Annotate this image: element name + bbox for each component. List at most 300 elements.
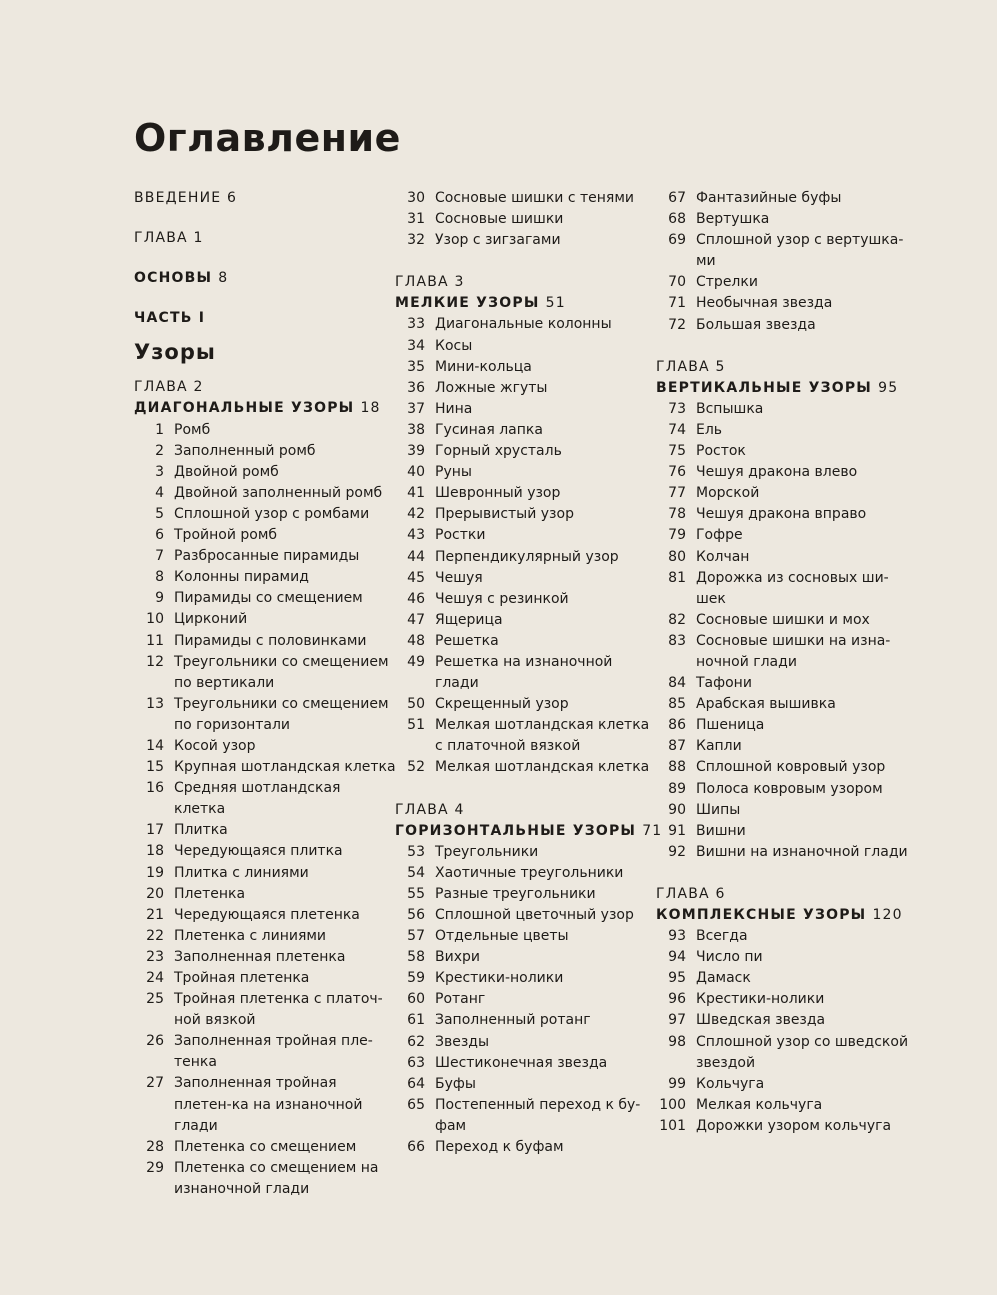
toc-item-number: 32 [407, 232, 425, 249]
toc-item-title: Всегда [696, 928, 748, 945]
toc-item-number: 97 [668, 1012, 686, 1029]
chapter-1-entry[interactable] [134, 268, 396, 289]
toc-item-number: 75 [668, 443, 686, 460]
toc-item-number: 60 [407, 991, 425, 1008]
toc-item[interactable] [656, 504, 918, 525]
toc-item-number: 93 [668, 928, 686, 945]
toc-item[interactable] [395, 230, 657, 251]
toc-item-number: 59 [407, 970, 425, 987]
chapter-4-entry[interactable] [395, 821, 663, 842]
chapter-3-page: 51 [545, 295, 566, 312]
toc-item-number: 5 [155, 505, 164, 522]
toc-item-title: Заполненный ромб [174, 442, 316, 459]
toc-item-number: 91 [668, 822, 686, 839]
toc-item-number: 36 [407, 379, 425, 396]
toc-item-title: Необычная звезда [696, 295, 833, 312]
toc-item[interactable] [656, 293, 918, 314]
toc-item-title: Гусиная лапка [435, 421, 543, 438]
toc-item[interactable] [134, 420, 396, 441]
toc-item[interactable] [395, 420, 657, 441]
toc-item-title: Мелкая кольчуга [696, 1096, 823, 1113]
toc-item[interactable] [395, 378, 657, 399]
toc-item[interactable] [656, 483, 918, 504]
chapter-6-entry[interactable] [656, 905, 918, 926]
toc-item-number: 44 [407, 548, 425, 565]
toc-item[interactable] [134, 1031, 396, 1073]
toc-item-title: Кольчуга [696, 1075, 765, 1092]
toc-item-number: 88 [668, 759, 686, 776]
toc-item-title: Отдельные цветы [435, 928, 569, 945]
toc-item[interactable] [656, 715, 918, 736]
toc-item-title: Треугольники со смещением по вертикали [174, 653, 389, 691]
toc-item-number: 30 [407, 190, 425, 206]
toc-item[interactable] [134, 778, 396, 820]
toc-item[interactable] [395, 399, 657, 420]
toc-item-title: Шипы [696, 801, 741, 818]
toc-item-number: 67 [668, 190, 686, 206]
toc-item[interactable] [134, 736, 396, 757]
toc-item[interactable] [395, 1053, 657, 1074]
chapter-1-page: 8 [218, 270, 229, 287]
toc-item[interactable] [656, 757, 918, 778]
toc-item-number: 84 [668, 675, 686, 692]
toc-item[interactable] [134, 609, 396, 630]
toc-item-title: Плитка с линиями [174, 864, 309, 881]
chapter-5-label: ГЛАВА 5 [656, 358, 726, 375]
toc-item[interactable] [395, 715, 657, 757]
toc-item-title: Сосновые шишки на изна-ночной глади [696, 632, 891, 670]
toc-item[interactable] [656, 525, 918, 546]
chapter-2-list [134, 420, 396, 1200]
toc-item-number: 74 [668, 421, 686, 438]
toc-column-1 [134, 188, 396, 1200]
chapter-4-label: ГЛАВА 4 [395, 801, 465, 818]
toc-item-number: 26 [146, 1033, 164, 1050]
toc-item-title: Ложные жгуты [435, 379, 548, 396]
toc-item-title: Дорожка из сосновых ши-шек [696, 569, 889, 607]
toc-item[interactable] [134, 567, 396, 588]
toc-item[interactable] [656, 610, 918, 631]
toc-item[interactable] [395, 842, 657, 863]
toc-item-number: 73 [668, 400, 686, 417]
toc-item-title: Арабская вышивка [696, 696, 836, 713]
toc-item[interactable] [134, 462, 396, 483]
toc-item-number: 37 [407, 400, 425, 417]
toc-item-number: 20 [146, 885, 164, 902]
toc-item-number: 54 [407, 864, 425, 881]
toc-item-title: Косой узор [174, 737, 256, 754]
toc-item-number: 70 [668, 274, 686, 291]
toc-item-title: Узор с зигзагами [435, 232, 561, 249]
toc-item-number: 45 [407, 569, 425, 586]
toc-item-number: 82 [668, 611, 686, 628]
toc-item-title: Вертушка [696, 211, 770, 228]
toc-item-title: Ромб [174, 421, 211, 438]
toc-item-title: Дорожки узором кольчуга [696, 1117, 892, 1134]
toc-item-number: 69 [668, 232, 686, 249]
toc-item-number: 46 [407, 590, 425, 607]
chapter-1-label: ГЛАВА 1 [134, 230, 204, 247]
toc-item-title: Плетенка со смещением на изнаночной глади [174, 1159, 379, 1197]
toc-item[interactable] [134, 441, 396, 462]
toc-item-title: Разные треугольники [435, 885, 596, 902]
toc-item[interactable] [134, 1137, 396, 1158]
chapter-6-name: КОМПЛЕКСНЫЕ УЗОРЫ [656, 907, 867, 923]
chapter-3-name: МЕЛКИЕ УЗОРЫ [395, 295, 540, 312]
toc-item-title: Заполненная тройная пле-тенка [174, 1033, 373, 1071]
toc-item-number: 7 [155, 548, 164, 565]
toc-item[interactable] [395, 1010, 657, 1031]
toc-item[interactable] [395, 525, 657, 546]
toc-item[interactable] [134, 631, 396, 652]
toc-item-title: Чешуя дракона вправо [696, 506, 867, 523]
chapter-4-name: ГОРИЗОНТАЛЬНЫЕ УЗОРЫ [395, 822, 637, 839]
toc-item-number: 41 [407, 485, 425, 502]
toc-item[interactable] [134, 968, 396, 989]
chapter-4-list-continued [656, 188, 918, 336]
toc-item[interactable] [134, 926, 396, 947]
toc-item-number: 24 [146, 970, 164, 986]
toc-item[interactable] [395, 462, 657, 483]
toc-item-title: Большая звезда [696, 316, 816, 333]
toc-item-title: Руны [435, 464, 472, 481]
toc-item-title: Чешуя [435, 569, 483, 586]
toc-item-title: Вспышка [696, 400, 764, 417]
toc-item-title: Пирамиды со смещением [174, 590, 363, 607]
toc-item-number: 35 [407, 358, 425, 375]
toc-item-number: 28 [146, 1138, 164, 1155]
toc-item[interactable] [656, 1032, 918, 1074]
toc-item-title: Чешуя дракона влево [696, 464, 858, 481]
toc-item-title: Сосновые шишки с тенями [435, 190, 635, 206]
toc-item[interactable] [656, 736, 918, 757]
toc-item[interactable] [395, 926, 657, 947]
intro-label: ВВЕДЕНИЕ [134, 190, 222, 206]
toc-item-title: Диагональные колонны [435, 316, 612, 333]
toc-item[interactable] [395, 989, 657, 1010]
toc-item[interactable] [656, 420, 918, 441]
toc-item[interactable] [656, 568, 918, 610]
toc-item-number: 92 [668, 843, 686, 860]
toc-item-number: 21 [146, 906, 164, 923]
toc-item[interactable] [656, 1116, 918, 1137]
toc-item[interactable] [134, 841, 396, 862]
toc-item-number: 89 [668, 780, 686, 797]
toc-item[interactable] [134, 1158, 396, 1200]
toc-item-title: Цирконий [174, 611, 248, 628]
toc-item[interactable] [395, 1032, 657, 1053]
toc-item-title: Чередующаяся плетенка [174, 906, 360, 923]
toc-item-number: 99 [668, 1075, 686, 1092]
toc-item[interactable] [395, 1095, 657, 1137]
toc-item[interactable] [395, 652, 657, 694]
toc-item[interactable] [395, 568, 657, 589]
toc-item[interactable] [395, 905, 657, 926]
toc-item[interactable] [395, 188, 657, 209]
toc-item-title: Пшеница [696, 717, 765, 734]
toc-item[interactable] [656, 1095, 918, 1116]
toc-item[interactable] [656, 315, 918, 336]
toc-item-title: Вишни на изнаночной глади [696, 843, 908, 860]
toc-item[interactable] [134, 504, 396, 525]
toc-item[interactable] [395, 610, 657, 631]
toc-item-number: 62 [407, 1033, 425, 1050]
toc-item[interactable] [656, 842, 918, 863]
toc-item-number: 96 [668, 991, 686, 1008]
toc-item-number: 68 [668, 211, 686, 228]
toc-item[interactable] [656, 926, 918, 947]
toc-item-title: Двойной ромб [174, 463, 279, 480]
toc-item-number: 10 [146, 611, 164, 628]
intro-page: 6 [226, 190, 238, 206]
toc-column-2 [395, 188, 663, 1158]
toc-item[interactable] [656, 188, 918, 209]
toc-item[interactable] [134, 905, 396, 926]
toc-item-number: 79 [668, 527, 686, 544]
toc-item[interactable] [656, 989, 918, 1010]
toc-item-number: 72 [668, 316, 686, 333]
toc-item-title: Ротанг [435, 991, 486, 1008]
toc-item-number: 27 [146, 1075, 164, 1092]
chapter-2-label: ГЛАВА 2 [134, 379, 204, 396]
toc-item-title: Переход к буфам [435, 1139, 564, 1156]
toc-item-number: 34 [407, 337, 425, 354]
toc-item-title: Тройная плетенка [174, 970, 310, 986]
toc-item[interactable] [395, 314, 657, 335]
toc-item-title: Сплошной ковровый узор [696, 759, 886, 776]
toc-item-title: Нина [435, 400, 473, 417]
chapter-1-name: ОСНОВЫ [134, 270, 213, 287]
toc-item-title: Пирамиды с половинками [174, 632, 367, 649]
toc-item[interactable] [134, 546, 396, 567]
toc-item-number: 90 [668, 801, 686, 818]
toc-item[interactable] [134, 820, 396, 841]
chapter-6-list [656, 926, 918, 1137]
page-title: Оглавление [134, 116, 401, 160]
toc-item[interactable] [395, 947, 657, 968]
toc-item-number: 101 [659, 1117, 686, 1134]
toc-item[interactable] [395, 504, 657, 525]
toc-item-title: Стрелки [696, 274, 758, 291]
toc-item[interactable] [395, 209, 657, 230]
toc-item-title: Колонны пирамид [174, 569, 309, 586]
toc-item-title: Вишни [696, 822, 746, 839]
toc-item-title: Сплошной узор со шведской звездой [696, 1033, 909, 1071]
toc-item-number: 63 [407, 1054, 425, 1071]
toc-item-title: Вихри [435, 949, 480, 966]
toc-item-number: 39 [407, 443, 425, 460]
toc-item-title: Треугольники [435, 843, 539, 860]
chapter-2-entry[interactable] [134, 398, 396, 419]
toc-item[interactable] [395, 483, 657, 504]
toc-item-title: Фантазийные буфы [696, 190, 842, 206]
toc-item[interactable] [656, 1074, 918, 1095]
toc-item-number: 55 [407, 885, 425, 902]
toc-item-title: Крупная шотландская клетка [174, 759, 396, 776]
toc-item[interactable] [395, 547, 657, 568]
toc-item[interactable] [395, 863, 657, 884]
toc-item-number: 56 [407, 907, 425, 923]
toc-item[interactable] [395, 1074, 657, 1095]
toc-item[interactable] [395, 589, 657, 610]
toc-item-title: Сплошной узор с вертушка-ми [696, 232, 904, 270]
toc-item[interactable] [395, 884, 657, 905]
toc-item-number: 19 [146, 864, 164, 881]
toc-item-title: Шевронный узор [435, 485, 561, 502]
toc-item[interactable] [656, 462, 918, 483]
toc-item[interactable] [395, 441, 657, 462]
chapter-5-list [656, 399, 918, 863]
toc-item[interactable] [656, 673, 918, 694]
toc-item-number: 95 [668, 970, 686, 987]
toc-item[interactable] [656, 800, 918, 821]
toc-column-3 [656, 188, 918, 1137]
toc-item-number: 83 [668, 632, 686, 649]
toc-item[interactable] [656, 631, 918, 673]
toc-item-title: Полоса ковровым узором [696, 780, 883, 797]
toc-item[interactable] [395, 968, 657, 989]
toc-item-title: Шведская звезда [696, 1012, 826, 1029]
toc-item-title: Ростки [435, 527, 486, 544]
chapter-3-list [395, 314, 657, 778]
chapter-5-entry[interactable] [656, 378, 918, 399]
toc-item-title: Дамаск [696, 970, 751, 987]
toc-item-number: 61 [407, 1012, 425, 1029]
toc-item-number: 52 [407, 759, 425, 776]
toc-item-title: Мини-кольца [435, 358, 532, 375]
chapter-6-label: ГЛАВА 6 [656, 885, 726, 902]
chapter-4-page: 71 [642, 822, 663, 839]
toc-item[interactable] [134, 525, 396, 546]
toc-item[interactable] [395, 757, 657, 778]
toc-item[interactable] [395, 694, 657, 715]
toc-item-title: Крестики-нолики [435, 970, 564, 987]
toc-item[interactable] [134, 989, 396, 1031]
toc-item-title: Морской [696, 485, 760, 502]
toc-item-number: 14 [146, 737, 164, 754]
toc-item-title: Заполненная тройная плетен-ка на изнаночной глади [174, 1075, 363, 1134]
toc-item-number: 77 [668, 485, 686, 502]
toc-item-title: Крестики-нолики [696, 991, 825, 1008]
toc-item-title: Сплошной цветочный узор [435, 907, 634, 923]
chapter-5-page: 95 [878, 379, 899, 396]
toc-item-title: Постепенный переход к бу-фам [435, 1096, 641, 1134]
chapter-3-label: ГЛАВА 3 [395, 274, 465, 291]
toc-item-number: 48 [407, 632, 425, 649]
toc-item-title: Хаотичные треугольники [435, 864, 624, 881]
toc-item-number: 23 [146, 948, 164, 965]
toc-item-title: Плетенка [174, 885, 246, 902]
toc-item[interactable] [134, 884, 396, 905]
toc-item[interactable] [134, 694, 396, 736]
toc-item-number: 3 [155, 463, 164, 480]
toc-item-title: Горный хрусталь [435, 443, 562, 460]
toc-item-title: Чешуя с резинкой [435, 590, 569, 607]
toc-item-number: 78 [668, 506, 686, 523]
toc-item[interactable] [656, 441, 918, 462]
toc-item[interactable] [134, 947, 396, 968]
toc-item[interactable] [656, 821, 918, 842]
chapter-2-name: ДИАГОНАЛЬНЫЕ УЗОРЫ [134, 400, 355, 417]
toc-item-title: Разбросанные пирамиды [174, 548, 360, 565]
toc-item-title: Мелкая шотландская клетка [435, 759, 650, 776]
toc-item[interactable] [656, 1010, 918, 1031]
toc-item-title: Плетенка со смещением [174, 1138, 357, 1155]
toc-item[interactable] [395, 336, 657, 357]
toc-item[interactable] [656, 694, 918, 715]
toc-item[interactable] [656, 547, 918, 568]
toc-item[interactable] [134, 1073, 396, 1136]
toc-item-title: Буфы [435, 1075, 476, 1092]
toc-item-title: Решетка [435, 632, 499, 649]
toc-item-number: 80 [668, 548, 686, 565]
toc-item-number: 15 [146, 759, 164, 776]
intro-entry[interactable] [134, 188, 396, 209]
toc-item-number: 100 [659, 1096, 686, 1113]
toc-item-number: 4 [155, 484, 164, 501]
part-1-label: ЧАСТЬ I [134, 310, 206, 327]
toc-item-number: 8 [155, 569, 164, 586]
toc-item-title: Мелкая шотландская клетка с платочной вязкой [435, 717, 650, 755]
toc-item-title: Заполненная плетенка [174, 948, 346, 965]
toc-item-title: Чередующаяся плитка [174, 843, 343, 860]
toc-item[interactable] [134, 863, 396, 884]
toc-item-title: Гофре [696, 527, 743, 544]
toc-item[interactable] [395, 1137, 657, 1158]
toc-item[interactable] [395, 357, 657, 378]
toc-item-number: 40 [407, 464, 425, 481]
toc-item-number: 66 [407, 1139, 425, 1156]
toc-item-title: Плитка [174, 822, 228, 839]
toc-item-title: Треугольники со смещением по горизонтали [174, 695, 389, 733]
toc-item[interactable] [134, 652, 396, 694]
toc-item[interactable] [656, 968, 918, 989]
toc-item-number: 17 [146, 822, 164, 839]
toc-item-title: Ель [696, 421, 723, 438]
toc-item[interactable] [134, 588, 396, 609]
toc-item-number: 25 [146, 991, 164, 1008]
toc-item-title: Двойной заполненный ромб [174, 484, 383, 501]
toc-item[interactable] [656, 272, 918, 293]
toc-item[interactable] [656, 209, 918, 230]
toc-item-title: Тройная плетенка с платоч-ной вязкой [174, 991, 383, 1029]
toc-item-number: 76 [668, 464, 686, 481]
toc-item-number: 31 [407, 211, 425, 228]
toc-item-title: Сосновые шишки [435, 211, 564, 228]
toc-item[interactable] [656, 779, 918, 800]
toc-item[interactable] [395, 631, 657, 652]
toc-item-number: 12 [146, 653, 164, 670]
toc-item-number: 94 [668, 949, 686, 966]
toc-item-title: Перпендикулярный узор [435, 548, 619, 565]
toc-item[interactable] [134, 483, 396, 504]
chapter-3-entry[interactable] [395, 293, 657, 314]
toc-item-number: 65 [407, 1096, 425, 1113]
toc-item-title: Звезды [435, 1033, 490, 1050]
toc-item-title: Заполненный ротанг [435, 1012, 591, 1029]
toc-item[interactable] [134, 757, 396, 778]
toc-item-title: Косы [435, 337, 473, 354]
toc-item[interactable] [656, 947, 918, 968]
toc-item-number: 11 [146, 632, 164, 649]
toc-item[interactable] [656, 230, 918, 272]
toc-item-number: 6 [155, 527, 164, 544]
toc-item-number: 18 [146, 843, 164, 860]
toc-item[interactable] [656, 399, 918, 420]
chapter-5-name: ВЕРТИКАЛЬНЫЕ УЗОРЫ [656, 379, 873, 396]
chapter-6-page: 120 [872, 907, 903, 923]
toc-item-number: 53 [407, 843, 425, 860]
